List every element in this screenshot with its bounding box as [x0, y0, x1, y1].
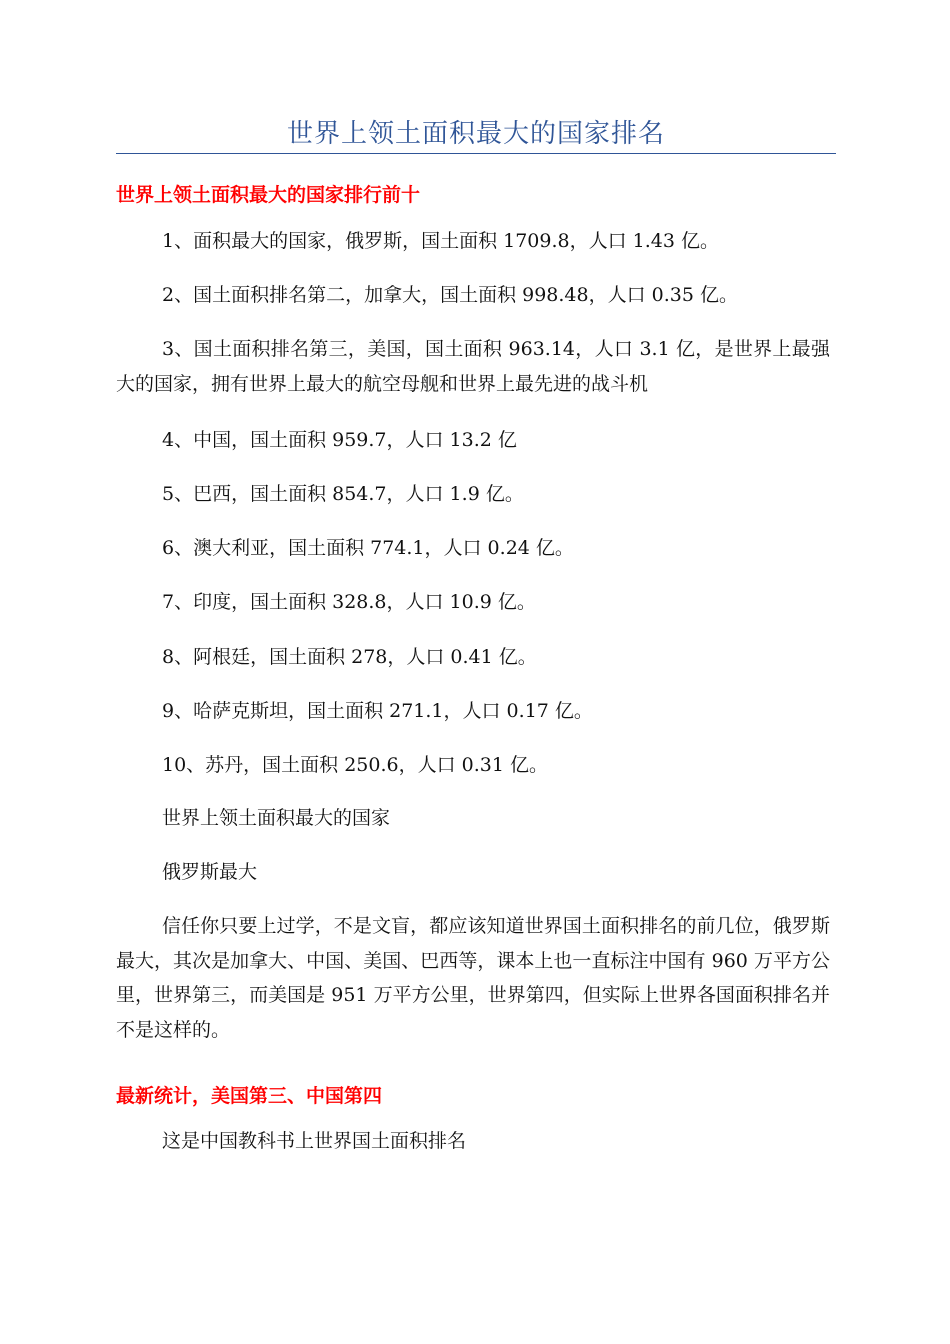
section-heading-latest-stats: 最新统计，美国第三、中国第四: [116, 1085, 383, 1107]
subtitle-largest-country: 世界上领土面积最大的国家: [162, 807, 391, 829]
title-underline: [116, 153, 836, 154]
list-item: 6、澳大利亚，国土面积 774.1，人口 0.24 亿。: [162, 537, 574, 559]
list-item: 5、巴西，国土面积 854.7，人口 1.9 亿。: [162, 483, 524, 505]
subtitle-russia-largest: 俄罗斯最大: [162, 861, 258, 883]
body-line: 这是中国教科书上世界国土面积排名: [162, 1130, 467, 1152]
list-item: 4、中国，国土面积 959.7，人口 13.2 亿: [162, 429, 517, 451]
body-paragraph: 信任你只要上过学，不是文盲，都应该知道世界国土面积排名的前几位，俄罗斯最大，其次是加拿大、中国、美国、巴西等，课本上也一直标注中国有 960 万平方公里，世界第三，而美国是 951 万平方公里，世界第四，但实际上世界各国面积排名并不是这样的。: [116, 915, 830, 1041]
list-item: 9、哈萨克斯坦，国土面积 271.1，人口 0.17 亿。: [162, 700, 593, 722]
list-item: 2、国土面积排名第二，加拿大，国土面积 998.48，人口 0.35 亿。: [162, 284, 738, 306]
list-item: 8、阿根廷，国土面积 278，人口 0.41 亿。: [162, 646, 537, 668]
list-item: 10、苏丹，国土面积 250.6，人口 0.31 亿。: [162, 754, 548, 776]
list-item: 7、印度，国土面积 328.8，人口 10.9 亿。: [162, 591, 536, 613]
section-heading-top-ten: 世界上领土面积最大的国家排行前十: [116, 184, 421, 206]
list-item: 1、面积最大的国家，俄罗斯，国土面积 1709.8，人口 1.43 亿。: [162, 230, 719, 252]
list-item: 3、国土面积排名第三，美国，国土面积 963.14，人口 3.1 亿，是世界上最强大的国家，拥有世界上最大的航空母舰和世界上最先进的战斗机: [116, 338, 830, 395]
document-title: 世界上领土面积最大的国家排名: [286, 119, 665, 149]
